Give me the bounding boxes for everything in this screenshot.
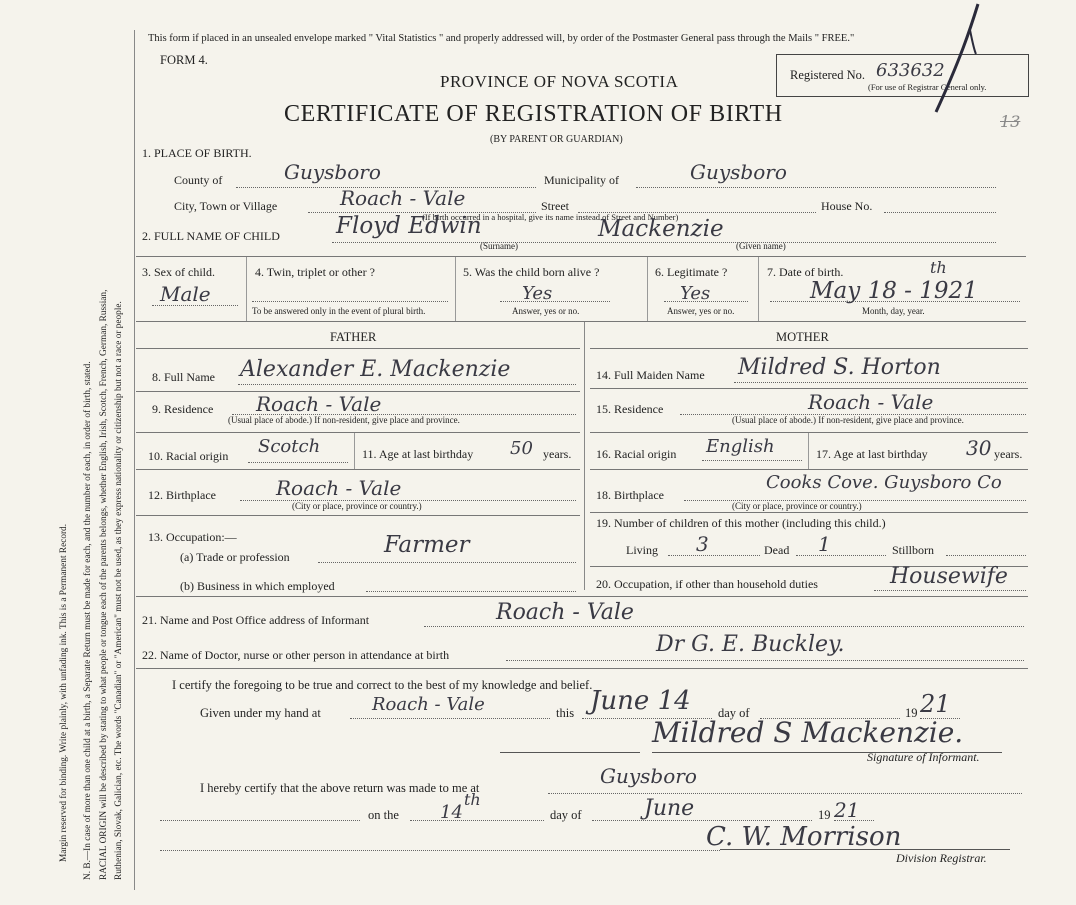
municipality-value: Guysboro bbox=[690, 160, 787, 184]
sex-value: Male bbox=[160, 282, 211, 306]
father-residence-note: (Usual place of abode.) If non-resident, give place and province. bbox=[228, 415, 460, 425]
dead-label: Dead bbox=[764, 543, 790, 557]
father-age-value: 50 bbox=[510, 438, 533, 459]
street-label: Street bbox=[541, 199, 569, 213]
mother-age-label: 17. Age at last birthday bbox=[816, 447, 928, 461]
on-day-superscript: th bbox=[464, 790, 481, 809]
father-residence-value: Roach - Vale bbox=[256, 392, 382, 416]
certificate-title: CERTIFICATE OF REGISTRATION OF BIRTH bbox=[284, 101, 783, 127]
margin-note-3: RACIAL ORIGIN will be described by stating to what people or tongue each of the parents belongs, whether English, Irish, Scotch, French, German, Russian, bbox=[99, 289, 109, 880]
mother-race-value: English bbox=[706, 436, 775, 457]
registrar-place-value: Guysboro bbox=[600, 764, 697, 788]
living-label: Living bbox=[626, 543, 658, 557]
municipality-label: Municipality of bbox=[544, 173, 619, 187]
registrar-signature: C. W. Morrison bbox=[706, 822, 902, 852]
dead-value: 1 bbox=[818, 532, 831, 556]
registrar-certify-label: I hereby certify that the above return was made to me at bbox=[200, 781, 480, 795]
father-race-label: 10. Racial origin bbox=[148, 449, 229, 463]
mother-age-years: years. bbox=[994, 447, 1023, 461]
registered-number: 633632 bbox=[876, 60, 945, 81]
doctor-label: 22. Name of Doctor, nurse or other person in attendance at birth bbox=[142, 648, 450, 662]
month-of-label: day of bbox=[550, 808, 582, 822]
margin-note-2: N. B.—In case of more than one child at a birth, a Separate Return must be made for each, and the number of each, in order of birth, stated. bbox=[83, 361, 93, 880]
on-the-label: on the bbox=[368, 808, 399, 822]
county-label: County of bbox=[174, 173, 223, 187]
sex-label: 3. Sex of child. bbox=[142, 265, 215, 279]
registered-label: Registered No. bbox=[790, 68, 865, 82]
mother-occupation-label: 20. Occupation, if other than household duties bbox=[596, 577, 818, 591]
father-race-value: Scotch bbox=[258, 436, 321, 457]
given-caption: (Given name) bbox=[736, 241, 786, 251]
this-label: this bbox=[556, 706, 575, 720]
hospital-note: (If birth occurred in a hospital, give its name instead of Street and Number) bbox=[422, 212, 679, 222]
father-name-label: 8. Full Name bbox=[152, 370, 215, 384]
father-occupation-label: 13. Occupation:— bbox=[148, 530, 237, 544]
doctor-value: Dr G. E. Buckley. bbox=[656, 632, 845, 657]
father-residence-label: 9. Residence bbox=[152, 402, 214, 416]
certify-statement: I certify the foregoing to be true and correct to the best of my knowledge and belief. bbox=[172, 678, 593, 692]
month-value: June bbox=[644, 796, 695, 821]
registrar-year-value: 21 bbox=[834, 798, 860, 822]
mother-residence-label: 15. Residence bbox=[596, 402, 664, 416]
mother-birthplace-note: (City or place, province or country.) bbox=[732, 501, 862, 511]
on-day-value: 14 bbox=[440, 802, 463, 823]
given-day-value: June 14 bbox=[590, 686, 691, 716]
father-trade-value: Farmer bbox=[384, 532, 470, 558]
father-birthplace-value: Roach - Vale bbox=[276, 476, 402, 500]
year2-prefix-label: 19 bbox=[818, 808, 831, 822]
father-trade-label: (a) Trade or profession bbox=[180, 550, 290, 564]
mother-birthplace-label: 18. Birthplace bbox=[596, 488, 664, 502]
mother-name-value: Mildred S. Horton bbox=[738, 355, 941, 380]
twin-note: To be answered only in the event of plural birth. bbox=[252, 306, 426, 316]
father-birthplace-label: 12. Birthplace bbox=[148, 488, 216, 502]
certificate-subtitle: (BY PARENT OR GUARDIAN) bbox=[490, 134, 623, 145]
informant-signature: Mildred S Mackenzie. bbox=[652, 716, 964, 749]
date-note: Month, day, year. bbox=[862, 306, 925, 316]
mother-heading: MOTHER bbox=[776, 330, 829, 344]
father-birthplace-note: (City or place, province or country.) bbox=[292, 501, 422, 511]
father-name-value: Alexander E. Mackenzie bbox=[240, 357, 511, 382]
binding-margin bbox=[56, 0, 136, 905]
date-label: 7. Date of birth. bbox=[767, 265, 844, 279]
mother-name-label: 14. Full Maiden Name bbox=[596, 368, 705, 382]
house-label: House No. bbox=[821, 199, 873, 213]
child-name-label: 2. FULL NAME OF CHILD bbox=[142, 229, 280, 243]
year-prefix-label: 19 bbox=[905, 706, 918, 720]
living-value: 3 bbox=[696, 532, 709, 556]
child-surname: Mackenzie bbox=[598, 216, 724, 242]
surname-caption: (Surname) bbox=[480, 241, 518, 251]
twin-label: 4. Twin, triplet or other ? bbox=[255, 265, 375, 279]
signature-caption: Signature of Informant. bbox=[867, 750, 980, 764]
mother-residence-note: (Usual place of abode.) If non-resident, give place and province. bbox=[732, 415, 964, 425]
mother-children-label: 19. Number of children of this mother (including this child.) bbox=[596, 516, 886, 530]
mother-occupation-value: Housewife bbox=[890, 564, 1008, 589]
mother-age-value: 30 bbox=[966, 436, 992, 460]
given-year-value: 21 bbox=[920, 690, 951, 718]
margin-note-1: Margin reserved for binding. Write plainly, with unfading ink. This is a Permanent Record. bbox=[59, 523, 69, 862]
city-value: Roach - Vale bbox=[340, 186, 466, 210]
mother-race-label: 16. Racial origin bbox=[596, 447, 677, 461]
alive-note: Answer, yes or no. bbox=[512, 306, 580, 316]
alive-label: 5. Was the child born alive ? bbox=[463, 265, 600, 279]
registrar-caption: Division Registrar. bbox=[896, 851, 987, 865]
date-superscript: th bbox=[930, 258, 947, 277]
mother-residence-value: Roach - Vale bbox=[808, 390, 934, 414]
place-heading: 1. PLACE OF BIRTH. bbox=[142, 146, 252, 160]
corner-mark: 13 bbox=[1000, 112, 1021, 131]
registrar-use-note: (For use of Registrar General only. bbox=[868, 82, 987, 92]
province-heading: PROVINCE OF NOVA SCOTIA bbox=[440, 72, 679, 91]
date-value: May 18 - 1921 bbox=[810, 278, 978, 304]
form-number: FORM 4. bbox=[160, 53, 208, 67]
legit-value: Yes bbox=[680, 283, 711, 304]
father-heading: FATHER bbox=[330, 330, 377, 344]
legit-label: 6. Legitimate ? bbox=[655, 265, 728, 279]
father-age-label: 11. Age at last birthday bbox=[362, 447, 474, 461]
informant-value: Roach - Vale bbox=[496, 600, 634, 625]
given-under-label: Given under my hand at bbox=[200, 706, 321, 720]
given-place-value: Roach - Vale bbox=[372, 694, 485, 715]
postal-notice: This form if placed in an unsealed envelope marked " Vital Statistics " and properly addressed will, by order of the Postmaster General pass through the Mails " FREE." bbox=[148, 33, 855, 44]
father-age-years: years. bbox=[543, 447, 572, 461]
stillborn-label: Stillborn bbox=[892, 543, 935, 557]
city-label: City, Town or Village bbox=[174, 199, 278, 213]
child-given-name: Floyd Edwin bbox=[336, 213, 482, 239]
margin-note-4: Ruthenian, Slovak, Galician, etc. The words "Canadian" or "American" must not be used, as they express nationality or citizenship but not a race or people. bbox=[114, 301, 124, 880]
day-of-label: day of bbox=[718, 706, 750, 720]
mother-birthplace-value: Cooks Cove. Guysboro Co bbox=[766, 472, 1002, 493]
informant-label: 21. Name and Post Office address of Informant bbox=[142, 613, 370, 627]
alive-value: Yes bbox=[522, 283, 553, 304]
county-value: Guysboro bbox=[284, 160, 381, 184]
check-mark-icon bbox=[920, 0, 990, 120]
legit-note: Answer, yes or no. bbox=[667, 306, 735, 316]
father-business-label: (b) Business in which employed bbox=[180, 579, 335, 593]
